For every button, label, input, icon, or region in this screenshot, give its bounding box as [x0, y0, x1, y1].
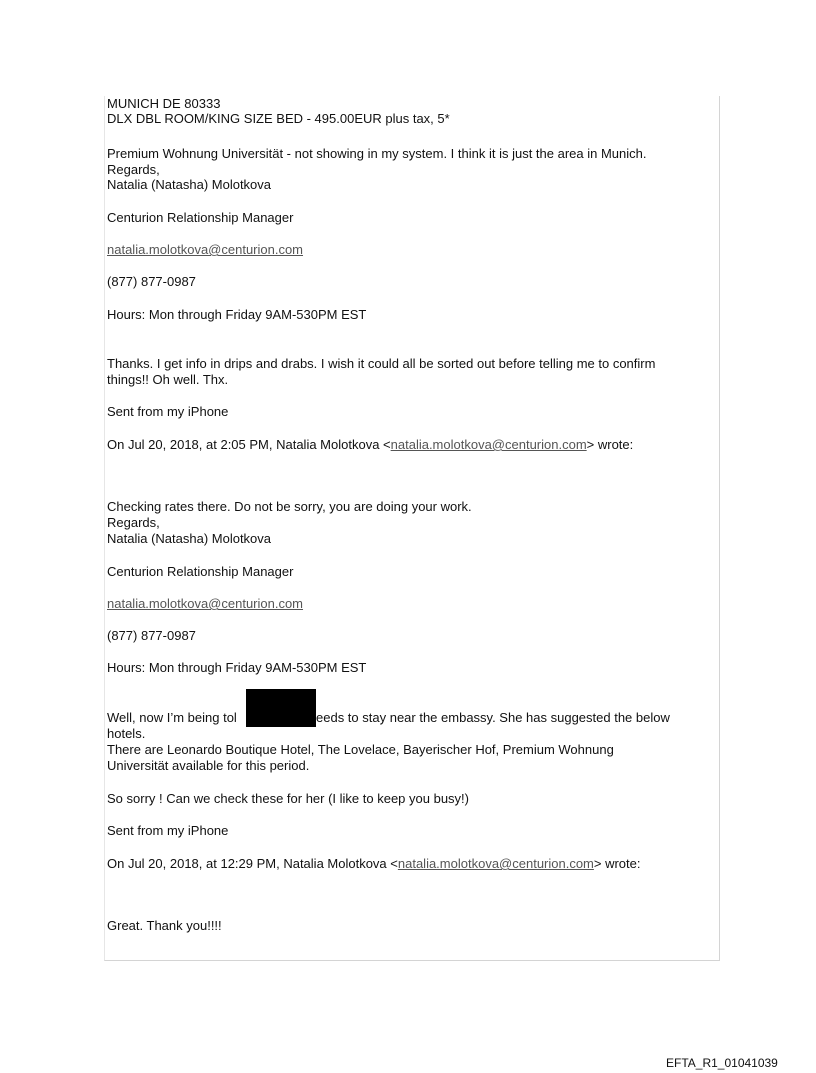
reply3-regards: Regards,	[107, 515, 160, 530]
reply1-name: Natalia (Natasha) Molotkova	[107, 177, 272, 192]
reply3-name: Natalia (Natasha) Molotkova	[107, 531, 272, 546]
address-line: MUNICH DE 80333	[107, 96, 221, 111]
msg4-sent: Sent from my iPhone	[107, 823, 229, 838]
reply3-text: Checking rates there. Do not be sorry, you are doing your work.	[107, 499, 472, 514]
final-message: Great. Thank you!!!!	[107, 918, 222, 933]
msg4-line2: hotels.	[107, 726, 146, 741]
quote-prefix: On Jul 20, 2018, at 12:29 PM, Natalia Molotkova <	[107, 856, 398, 871]
msg2-quote-header	[107, 437, 633, 452]
reply1-regards: Regards,	[107, 162, 160, 177]
msg4-line3: There are Leonardo Boutique Hotel, The Lovelace, Bayerischer Hof, Premium Wohnung	[107, 742, 614, 757]
reply3-phone: (877) 877-0987	[107, 628, 196, 643]
msg4-line4: Universität available for this period.	[107, 758, 310, 773]
quote-email-link[interactable]: natalia.molotkova@centurion.com	[397, 856, 594, 871]
document-id: EFTA_R1_01041039	[666, 1056, 778, 1070]
quote-prefix: On Jul 20, 2018, at 2:05 PM, Natalia Molotkova <	[107, 437, 391, 452]
quote-email-link[interactable]: natalia.molotkova@centurion.com	[390, 437, 587, 452]
room-line: DLX DBL ROOM/KING SIZE BED - 495.00EUR plus tax, 5*	[107, 111, 450, 126]
msg2-line1: Thanks. I get info in drips and drabs. I wish it could all be sorted out before telling me to confirm	[107, 356, 656, 371]
reply1-email-link[interactable]: natalia.molotkova@centurion.com	[107, 242, 304, 257]
reply3-hours: Hours: Mon through Friday 9AM-530PM EST	[107, 660, 367, 675]
quote-suffix: > wrote:	[586, 437, 634, 452]
reply1-hours: Hours: Mon through Friday 9AM-530PM EST	[107, 307, 367, 322]
msg4-line1-start: Well, now I’m being tol	[107, 710, 237, 725]
msg4-line1-end: eeds to stay near the embassy. She has suggested the below	[316, 710, 670, 725]
reply3-role: Centurion Relationship Manager	[107, 564, 294, 579]
msg4-quote-header	[107, 856, 641, 871]
msg4-line5: So sorry ! Can we check these for her (I like to keep you busy!)	[107, 791, 469, 806]
reply3-email-link[interactable]: natalia.molotkova@centurion.com	[107, 596, 304, 611]
msg2-line2: things!! Oh well. Thx.	[107, 372, 229, 387]
reply1-phone: (877) 877-0987	[107, 274, 196, 289]
reply1-text: Premium Wohnung Universität - not showing in my system. I think it is just the area in Munich.	[107, 146, 647, 161]
msg2-sent: Sent from my iPhone	[107, 404, 229, 419]
quote-suffix: > wrote:	[593, 856, 641, 871]
reply1-role: Centurion Relationship Manager	[107, 210, 294, 225]
redaction-box	[246, 689, 316, 727]
